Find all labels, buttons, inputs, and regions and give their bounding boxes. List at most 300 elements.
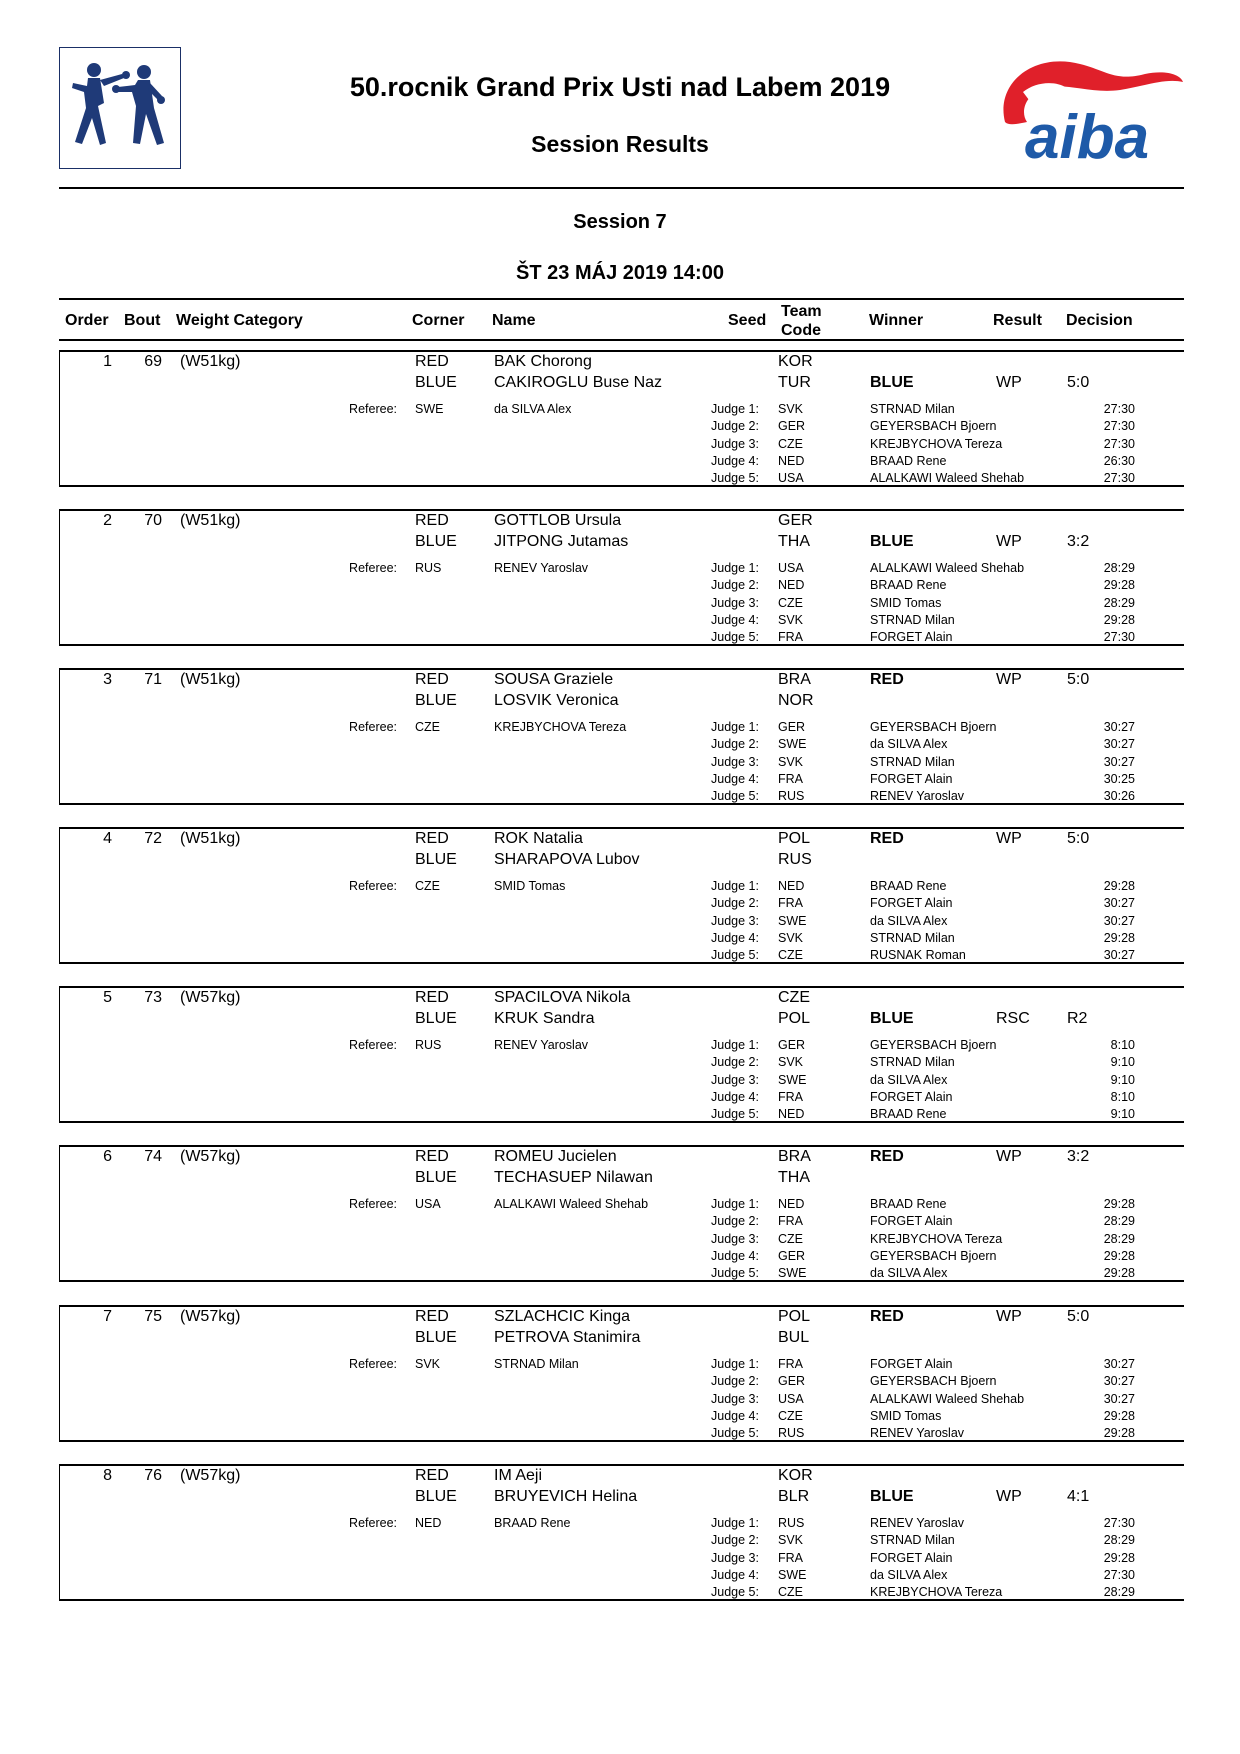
- judge-score: 29:28: [1103, 1266, 1135, 1281]
- blue-corner-label: BLUE: [415, 1010, 457, 1027]
- blue-corner-label: BLUE: [415, 851, 457, 868]
- blue-corner-label: BLUE: [415, 533, 457, 550]
- referee-country: CZE: [415, 879, 440, 893]
- judge-score: 9:10: [1110, 1055, 1135, 1070]
- judge-score: 26:30: [1103, 453, 1135, 468]
- referee-label: Referee:: [349, 1516, 397, 1530]
- referee-name: SMID Tomas: [494, 879, 566, 893]
- judge-label: Judge 2:: [711, 419, 759, 434]
- referee-name: STRNAD Milan: [494, 1357, 579, 1371]
- red-team-code: CZE: [778, 989, 810, 1006]
- judge-score: 30:27: [1103, 896, 1135, 911]
- referee-country: RUS: [415, 561, 442, 575]
- weight-category: (W51kg): [180, 512, 241, 529]
- judge-name: STRNAD Milan: [870, 402, 955, 416]
- blue-team-code: BUL: [778, 1329, 810, 1346]
- bout-block: [59, 986, 1184, 1123]
- blue-team-code: RUS: [778, 851, 812, 868]
- judge-name: FORGET Alain: [870, 771, 953, 786]
- judge-label: Judge 2:: [711, 896, 759, 911]
- weight-category: (W57kg): [180, 1308, 241, 1325]
- blue-corner-label: BLUE: [415, 374, 457, 391]
- header-divider: [59, 187, 1184, 189]
- blue-boxer-name: TECHASUEP Nilawan: [494, 1169, 653, 1186]
- referee-country: SWE: [415, 402, 444, 416]
- judge-label: Judge 3:: [711, 1391, 759, 1406]
- winner-corner: RED: [870, 1308, 904, 1325]
- col-team-code-line1: Team: [781, 303, 822, 320]
- blue-boxer-name: PETROVA Stanimira: [494, 1329, 641, 1346]
- bout-order: 5: [103, 989, 112, 1006]
- blue-team-code: THA: [778, 1169, 810, 1186]
- judge-country: NED: [778, 578, 805, 593]
- red-team-code: POL: [778, 830, 811, 847]
- judge-name: GEYERSBACH Bjoern: [870, 1038, 997, 1052]
- red-team-code: KOR: [778, 353, 813, 370]
- judge-country: SWE: [778, 737, 807, 752]
- judge-name: da SILVA Alex: [870, 913, 948, 928]
- judge-country: CZE: [778, 1408, 803, 1423]
- referee-label: Referee:: [349, 1357, 397, 1371]
- red-boxer-name: GOTTLOB Ursula: [494, 512, 622, 529]
- col-bout: Bout: [124, 312, 161, 329]
- judge-score: 30:27: [1103, 737, 1135, 752]
- judge-label: Judge 3:: [711, 913, 759, 928]
- judge-label: Judge 3:: [711, 754, 759, 769]
- judge-country: CZE: [778, 1585, 803, 1600]
- judge-country: RUS: [778, 1426, 805, 1441]
- col-weight: Weight Category: [176, 312, 303, 329]
- red-corner-label: RED: [415, 1148, 449, 1165]
- bout-order: 6: [103, 1148, 112, 1165]
- judge-score: 30:27: [1103, 754, 1135, 769]
- judge-name: STRNAD Milan: [870, 612, 955, 627]
- blue-team-code: TUR: [778, 374, 811, 391]
- judge-label: Judge 5:: [711, 789, 759, 804]
- col-result: Result: [993, 312, 1042, 329]
- judge-name: FORGET Alain: [870, 1089, 953, 1104]
- red-corner-label: RED: [415, 989, 449, 1006]
- blue-boxer-name: JITPONG Jutamas: [494, 533, 629, 550]
- blue-boxer-name: LOSVIK Veronica: [494, 692, 619, 709]
- judge-name: FORGET Alain: [870, 1214, 953, 1229]
- judge-label: Judge 2:: [711, 1374, 759, 1389]
- judge-name: GEYERSBACH Bjoern: [870, 419, 997, 434]
- judge-country: CZE: [778, 948, 803, 963]
- judge-label: Judge 5:: [711, 948, 759, 963]
- judge-country: FRA: [778, 896, 803, 911]
- col-team-code-line2: Code: [781, 322, 821, 339]
- red-team-code: POL: [778, 1308, 811, 1325]
- judge-score: 27:30: [1103, 1516, 1135, 1530]
- referee-name: KREJBYCHOVA Tereza: [494, 720, 627, 734]
- red-corner-label: RED: [415, 1467, 449, 1484]
- judge-label: Judge 3:: [711, 436, 759, 451]
- judge-country: SVK: [778, 402, 804, 416]
- bout-number: 72: [144, 830, 162, 847]
- bout-order: 2: [103, 512, 112, 529]
- weight-category: (W57kg): [180, 1148, 241, 1165]
- judge-country: SWE: [778, 1072, 807, 1087]
- judge-name: BRAAD Rene: [870, 1107, 947, 1122]
- judge-label: Judge 4:: [711, 1248, 759, 1263]
- bout-order: 3: [103, 671, 112, 688]
- referee-name: BRAAD Rene: [494, 1516, 571, 1530]
- judge-country: CZE: [778, 436, 803, 451]
- referee-label: Referee:: [349, 720, 397, 734]
- red-corner-label: RED: [415, 353, 449, 370]
- blue-corner-label: BLUE: [415, 1169, 457, 1186]
- session-date: ŠT 23 MÁJ 2019 14:00: [516, 262, 724, 284]
- bout-block: [59, 1145, 1184, 1282]
- judge-label: Judge 1:: [711, 402, 759, 416]
- judge-score: 28:29: [1103, 1231, 1135, 1246]
- judge-label: Judge 1:: [711, 879, 759, 893]
- judge-country: USA: [778, 471, 804, 486]
- judge-score: 8:10: [1110, 1038, 1135, 1052]
- winner-corner: BLUE: [870, 533, 914, 550]
- judge-score: 9:10: [1110, 1072, 1135, 1087]
- judge-country: SVK: [778, 612, 804, 627]
- judge-country: GER: [778, 1248, 806, 1263]
- judge-name: BRAAD Rene: [870, 453, 947, 468]
- blue-boxer-name: CAKIROGLU Buse Naz: [494, 374, 663, 391]
- bout-number: 76: [144, 1467, 162, 1484]
- red-boxer-name: ROK Natalia: [494, 830, 583, 847]
- judge-score: 30:27: [1103, 1391, 1135, 1406]
- judge-name: ALALKAWI Waleed Shehab: [870, 1391, 1025, 1406]
- judge-score: 27:30: [1103, 1567, 1135, 1582]
- weight-category: (W57kg): [180, 1467, 241, 1484]
- event-title: 50.rocnik Grand Prix Usti nad Labem 2019: [349, 72, 891, 102]
- bout-block: [59, 350, 1184, 487]
- judge-score: 27:30: [1103, 402, 1135, 416]
- judge-score: 28:29: [1103, 1585, 1135, 1600]
- bout-order: 4: [103, 830, 112, 847]
- blue-corner-label: BLUE: [415, 1488, 457, 1505]
- col-order: Order: [65, 312, 109, 329]
- judge-country: RUS: [778, 1516, 805, 1530]
- judge-score: 28:29: [1103, 595, 1135, 610]
- judge-country: FRA: [778, 1214, 803, 1229]
- decision-value: 5:0: [1067, 1308, 1090, 1325]
- winner-corner: BLUE: [870, 1488, 914, 1505]
- judge-name: BRAAD Rene: [870, 879, 947, 893]
- judge-label: Judge 4:: [711, 930, 759, 945]
- bout-block: [59, 1464, 1184, 1601]
- judge-name: BRAAD Rene: [870, 1197, 947, 1211]
- judge-score: 9:10: [1110, 1107, 1135, 1122]
- red-boxer-name: SZLACHCIC Kinga: [494, 1308, 631, 1325]
- judge-name: da SILVA Alex: [870, 1266, 948, 1281]
- result-type: RSC: [996, 1010, 1030, 1027]
- decision-value: 4:1: [1067, 1488, 1090, 1505]
- judge-country: FRA: [778, 630, 803, 645]
- referee-name: RENEV Yaroslav: [494, 1038, 589, 1052]
- weight-category: (W51kg): [180, 830, 241, 847]
- session-label: Session 7: [573, 211, 667, 233]
- referee-label: Referee:: [349, 1197, 397, 1211]
- col-team-code: [781, 302, 822, 340]
- bout-block: [59, 827, 1184, 964]
- bout-number: 73: [144, 989, 162, 1006]
- aiba-logo-text: aiba: [1025, 103, 1150, 170]
- judge-country: CZE: [778, 595, 803, 610]
- judge-label: Judge 5:: [711, 1107, 759, 1122]
- judge-country: SWE: [778, 913, 807, 928]
- judge-country: CZE: [778, 1231, 803, 1246]
- judge-name: RUSNAK Roman: [870, 948, 966, 963]
- judge-name: STRNAD Milan: [870, 1533, 955, 1548]
- judge-name: RENEV Yaroslav: [870, 789, 965, 804]
- judge-name: da SILVA Alex: [870, 1567, 948, 1582]
- judge-country: NED: [778, 1107, 805, 1122]
- judge-score: 29:28: [1103, 578, 1135, 593]
- judge-label: Judge 3:: [711, 1231, 759, 1246]
- result-type: WP: [996, 830, 1022, 847]
- blue-corner-label: BLUE: [415, 692, 457, 709]
- referee-name: ALALKAWI Waleed Shehab: [494, 1197, 649, 1211]
- judge-name: ALALKAWI Waleed Shehab: [870, 561, 1025, 575]
- judge-label: Judge 1:: [711, 561, 759, 575]
- judge-name: STRNAD Milan: [870, 930, 955, 945]
- judge-label: Judge 3:: [711, 595, 759, 610]
- judge-score: 30:27: [1103, 720, 1135, 734]
- judge-label: Judge 1:: [711, 1197, 759, 1211]
- judge-country: FRA: [778, 771, 803, 786]
- judge-score: 30:27: [1103, 1374, 1135, 1389]
- bout-order: 7: [103, 1308, 112, 1325]
- bout-block: [59, 509, 1184, 646]
- judge-label: Judge 1:: [711, 1038, 759, 1052]
- judge-name: STRNAD Milan: [870, 1055, 955, 1070]
- referee-label: Referee:: [349, 561, 397, 575]
- judge-label: Judge 4:: [711, 1089, 759, 1104]
- judge-country: GER: [778, 419, 806, 434]
- page-subtitle: Session Results: [531, 131, 709, 157]
- result-type: WP: [996, 1488, 1022, 1505]
- judge-label: Judge 3:: [711, 1072, 759, 1087]
- red-team-code: BRA: [778, 671, 811, 688]
- judge-score: 29:28: [1103, 1550, 1135, 1565]
- result-type: WP: [996, 1308, 1022, 1325]
- red-corner-label: RED: [415, 512, 449, 529]
- referee-label: Referee:: [349, 879, 397, 893]
- judge-name: da SILVA Alex: [870, 737, 948, 752]
- judge-country: FRA: [778, 1357, 803, 1371]
- judge-label: Judge 5:: [711, 471, 759, 486]
- referee-country: RUS: [415, 1038, 442, 1052]
- bout-block: [59, 1305, 1184, 1442]
- referee-label: Referee:: [349, 402, 397, 416]
- judge-label: Judge 4:: [711, 771, 759, 786]
- weight-category: (W57kg): [180, 989, 241, 1006]
- result-type: WP: [996, 671, 1022, 688]
- judge-name: GEYERSBACH Bjoern: [870, 1374, 997, 1389]
- judge-label: Judge 2:: [711, 578, 759, 593]
- col-seed: Seed: [728, 312, 767, 329]
- col-decision: Decision: [1066, 312, 1133, 329]
- judge-score: 28:29: [1103, 1214, 1135, 1229]
- red-boxer-name: SOUSA Graziele: [494, 671, 614, 688]
- judge-label: Judge 5:: [711, 1585, 759, 1600]
- judge-score: 30:27: [1103, 913, 1135, 928]
- red-team-code: KOR: [778, 1467, 813, 1484]
- judge-name: KREJBYCHOVA Tereza: [870, 436, 1003, 451]
- decision-value: 5:0: [1067, 830, 1090, 847]
- judge-country: GER: [778, 720, 806, 734]
- referee-country: CZE: [415, 720, 440, 734]
- blue-boxer-name: BRUYEVICH Helina: [494, 1488, 638, 1505]
- winner-corner: BLUE: [870, 1010, 914, 1027]
- judge-country: GER: [778, 1038, 806, 1052]
- red-corner-label: RED: [415, 671, 449, 688]
- bout-order: 1: [103, 353, 112, 370]
- judge-score: 30:25: [1103, 771, 1135, 786]
- judge-score: 29:28: [1103, 879, 1135, 893]
- bout-number: 69: [144, 353, 162, 370]
- blue-team-code: POL: [778, 1010, 811, 1027]
- winner-corner: RED: [870, 830, 904, 847]
- red-team-code: GER: [778, 512, 813, 529]
- judge-label: Judge 2:: [711, 737, 759, 752]
- judge-country: FRA: [778, 1550, 803, 1565]
- judge-name: FORGET Alain: [870, 896, 953, 911]
- judge-country: USA: [778, 1391, 804, 1406]
- referee-country: SVK: [415, 1357, 441, 1371]
- judge-name: STRNAD Milan: [870, 754, 955, 769]
- bout-number: 70: [144, 512, 162, 529]
- judge-name: FORGET Alain: [870, 1550, 953, 1565]
- red-boxer-name: BAK Chorong: [494, 353, 592, 370]
- referee-name: da SILVA Alex: [494, 402, 572, 416]
- blue-team-code: BLR: [778, 1488, 810, 1505]
- judge-score: 28:29: [1103, 1533, 1135, 1548]
- judge-score: 29:28: [1103, 930, 1135, 945]
- judge-country: SWE: [778, 1567, 807, 1582]
- red-boxer-name: IM Aeji: [494, 1467, 543, 1484]
- judge-score: 29:28: [1103, 612, 1135, 627]
- judge-name: da SILVA Alex: [870, 1072, 948, 1087]
- judge-name: BRAAD Rene: [870, 578, 947, 593]
- red-boxer-name: ROMEU Jucielen: [494, 1148, 617, 1165]
- decision-value: R2: [1067, 1010, 1088, 1027]
- judge-score: 30:27: [1103, 948, 1135, 963]
- judge-name: KREJBYCHOVA Tereza: [870, 1231, 1003, 1246]
- red-corner-label: RED: [415, 830, 449, 847]
- result-type: WP: [996, 1148, 1022, 1165]
- bout-number: 71: [144, 671, 162, 688]
- judge-country: SVK: [778, 1055, 804, 1070]
- judge-country: SWE: [778, 1266, 807, 1281]
- judge-label: Judge 2:: [711, 1533, 759, 1548]
- judge-country: FRA: [778, 1089, 803, 1104]
- judge-score: 28:29: [1103, 561, 1135, 575]
- judge-score: 30:27: [1103, 1357, 1135, 1371]
- referee-label: Referee:: [349, 1038, 397, 1052]
- judge-country: USA: [778, 561, 804, 575]
- bout-order: 8: [103, 1467, 112, 1484]
- weight-category: (W51kg): [180, 353, 241, 370]
- blue-team-code: NOR: [778, 692, 814, 709]
- judge-country: NED: [778, 453, 805, 468]
- judge-score: 29:28: [1103, 1248, 1135, 1263]
- judge-country: NED: [778, 1197, 805, 1211]
- red-boxer-name: SPACILOVA Nikola: [494, 989, 631, 1006]
- judge-label: Judge 1:: [711, 1516, 759, 1530]
- judge-score: 30:26: [1103, 789, 1135, 804]
- winner-corner: BLUE: [870, 374, 914, 391]
- col-winner: Winner: [869, 312, 924, 329]
- col-name: Name: [492, 312, 536, 329]
- judge-label: Judge 3:: [711, 1550, 759, 1565]
- bout-number: 75: [144, 1308, 162, 1325]
- judge-name: GEYERSBACH Bjoern: [870, 720, 997, 734]
- referee-country: USA: [415, 1197, 441, 1211]
- judge-label: Judge 5:: [711, 630, 759, 645]
- judge-label: Judge 2:: [711, 1055, 759, 1070]
- judge-label: Judge 5:: [711, 1266, 759, 1281]
- winner-corner: RED: [870, 1148, 904, 1165]
- blue-boxer-name: KRUK Sandra: [494, 1010, 595, 1027]
- judge-name: SMID Tomas: [870, 1408, 942, 1423]
- judge-label: Judge 5:: [711, 1426, 759, 1441]
- result-type: WP: [996, 533, 1022, 550]
- judge-label: Judge 1:: [711, 720, 759, 734]
- judge-score: 29:28: [1103, 1408, 1135, 1423]
- judge-name: RENEV Yaroslav: [870, 1516, 965, 1530]
- judge-score: 27:30: [1103, 630, 1135, 645]
- judge-country: SVK: [778, 930, 804, 945]
- judge-country: RUS: [778, 789, 805, 804]
- judge-label: Judge 4:: [711, 453, 759, 468]
- judge-country: GER: [778, 1374, 806, 1389]
- judge-label: Judge 2:: [711, 1214, 759, 1229]
- winner-corner: RED: [870, 671, 904, 688]
- judge-name: FORGET Alain: [870, 1357, 953, 1371]
- judge-score: 29:28: [1103, 1426, 1135, 1441]
- judge-score: 29:28: [1103, 1197, 1135, 1211]
- result-type: WP: [996, 374, 1022, 391]
- judge-name: KREJBYCHOVA Tereza: [870, 1585, 1003, 1600]
- bout-block: [59, 668, 1184, 805]
- judge-country: NED: [778, 879, 805, 893]
- judge-label: Judge 1:: [711, 1357, 759, 1371]
- judge-score: 27:30: [1103, 419, 1135, 434]
- judge-label: Judge 4:: [711, 612, 759, 627]
- red-team-code: BRA: [778, 1148, 811, 1165]
- referee-country: NED: [415, 1516, 442, 1530]
- bout-number: 74: [144, 1148, 162, 1165]
- judge-score: 27:30: [1103, 436, 1135, 451]
- judge-country: SVK: [778, 754, 804, 769]
- judge-label: Judge 4:: [711, 1567, 759, 1582]
- decision-value: 3:2: [1067, 533, 1090, 550]
- judge-score: 27:30: [1103, 471, 1135, 486]
- referee-name: RENEV Yaroslav: [494, 561, 589, 575]
- judge-country: SVK: [778, 1533, 804, 1548]
- judge-name: FORGET Alain: [870, 630, 953, 645]
- judge-name: GEYERSBACH Bjoern: [870, 1248, 997, 1263]
- weight-category: (W51kg): [180, 671, 241, 688]
- judge-score: 8:10: [1110, 1089, 1135, 1104]
- blue-boxer-name: SHARAPOVA Lubov: [494, 851, 640, 868]
- col-corner: Corner: [412, 312, 465, 329]
- blue-corner-label: BLUE: [415, 1329, 457, 1346]
- judge-name: SMID Tomas: [870, 595, 942, 610]
- decision-value: 3:2: [1067, 1148, 1090, 1165]
- judge-name: RENEV Yaroslav: [870, 1426, 965, 1441]
